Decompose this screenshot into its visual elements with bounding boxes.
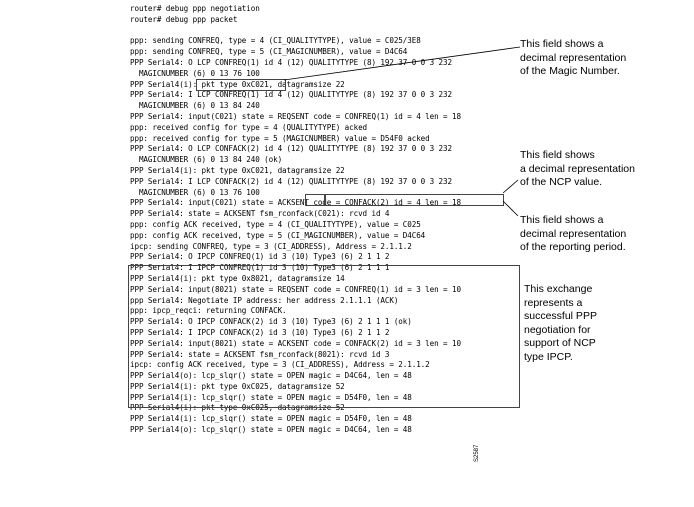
ncp-value-leader	[503, 180, 518, 193]
code-line: ppp: received config for type = 5 (MAGICNUMBER) value = D54F0 acked	[130, 133, 430, 143]
code-line: PPP Serial4: input(8021) state = ACKSENT code = CONFACK(2) id = 3 len = 10	[130, 338, 461, 348]
magic-number-leader	[284, 47, 520, 80]
code-line: PPP Serial4: O LCP CONFREQ(1) id 4 (12) QUALITYTYPE (8) 192 37 0 0 3 232	[130, 57, 452, 67]
code-line: PPP Serial4: input(8021) state = REQSENT code = CONFREQ(1) id = 3 len = 10	[130, 284, 461, 294]
code-line: PPP Serial4: state = ACKSENT fsm_rconfack(C021): rcvd id 4	[130, 209, 390, 219]
code-line: PPP Serial4(i): pkt type 0xC021, datagramsize 22	[130, 79, 345, 89]
callout-magic-number: This field shows a decimal representation of the Magic Number.	[520, 38, 627, 78]
code-line: PPP Serial4(i): pkt type 0x8021, datagramsize 14	[130, 273, 345, 283]
code-line: PPP Serial4(o): lcp_slqr() state = OPEN magic = D4C64, len = 48	[130, 371, 412, 381]
code-line: ppp: ipcp_reqci: returning CONFACK.	[130, 306, 287, 316]
code-line: ipcp: sending CONFREQ, type = 3 (CI_ADDRESS), Address = 2.1.1.2	[130, 241, 412, 251]
code-line: PPP Serial4: I IPCP CONFACK(2) id 3 (10) Type3 (6) 2 1 1 2	[130, 327, 390, 337]
code-line: ipcp: config ACK received, type = 3 (CI_ADDRESS), Address = 2.1.1.2	[130, 360, 430, 370]
code-line: PPP Serial4: state = ACKSENT fsm_rconfack(8021): rcvd id 3	[130, 349, 390, 359]
code-line: ppp: config ACK received, type = 4 (CI_QUALITYTYPE), value = C025	[130, 219, 421, 229]
code-line: ppp: sending CONFREQ, type = 5 (CI_MAGICNUMBER), value = D4C64	[130, 47, 408, 57]
code-line: PPP Serial4: input(C021) state = ACKSENT code = CONFACK(2) id = 4 len = 18	[130, 198, 461, 208]
code-line: router# debug ppp negotiation	[130, 4, 260, 13]
code-line: MAGICNUMBER (6) 0 13 76 100	[130, 187, 260, 197]
code-line: ppp: config ACK received, type = 5 (CI_MAGICNUMBER), value = D4C64	[130, 230, 426, 240]
code-line: PPP Serial4(i): pkt type 0xC025, datagramsize 52	[130, 403, 345, 413]
code-line: PPP Serial4(i): lcp_slqr() state = OPEN magic = D54F0, len = 48	[130, 414, 412, 424]
code-line: PPP Serial4(i): lcp_slqr() state = OPEN magic = D54F0, len = 48	[130, 392, 412, 402]
code-line: MAGICNUMBER (6) 0 13 76 100	[130, 68, 260, 78]
code-line: PPP Serial4: I LCP CONFACK(2) id 4 (12) QUALITYTYPE (8) 192 37 0 0 3 232	[130, 176, 452, 186]
code-line: PPP Serial4(i): pkt type 0xC025, datagramsize 52	[130, 381, 345, 391]
code-line: PPP Serial4(o): lcp_slqr() state = OPEN magic = D4C64, len = 48	[130, 425, 412, 435]
code-line: PPP Serial4: I LCP CONFREQ(1) id 4 (12) QUALITYTYPE (8) 192 37 0 0 3 232	[130, 90, 452, 100]
callout-ncp-value: This field shows a decimal representation of the NCP value.	[520, 149, 635, 189]
callout-reporting-period: This field shows a decimal representation of the reporting period.	[520, 214, 627, 254]
code-line: PPP Serial4: O LCP CONFACK(2) id 4 (12) QUALITYTYPE (8) 192 37 0 0 3 232	[130, 144, 452, 154]
code-line: MAGICNUMBER (6) 0 13 84 240 (ok)	[130, 155, 283, 165]
code-line: PPP Serial4: O IPCP CONFREQ(1) id 3 (10) Type3 (6) 2 1 1 2	[130, 252, 390, 262]
callout-ipcp-exchange: This exchange represents a successful PPP negotiation for support of NCP type IPCP.	[524, 283, 597, 363]
reporting-period-leader	[503, 201, 518, 216]
code-line: PPP Serial4(i): pkt type 0xC021, datagramsize 22	[130, 165, 345, 175]
code-line: ppp Serial4: Negotiate IP address: her address 2.1.1.1 (ACK)	[130, 295, 399, 305]
code-line: MAGICNUMBER (6) 0 13 84 240	[130, 101, 260, 111]
code-line: PPP Serial4: O IPCP CONFACK(2) id 3 (10) Type3 (6) 2 1 1 1 (ok)	[130, 317, 412, 327]
code-line: router# debug ppp packet	[130, 14, 238, 24]
code-line: PPP Serial4: I IPCP CONFREQ(1) id 3 (10) Type3 (6) 2 1 1 1	[130, 263, 390, 273]
code-line: ppp: received config for type = 4 (QUALITYTYPE) acked	[130, 122, 368, 132]
code-line: PPP Serial4: input(C021) state = REQSENT code = CONFREQ(1) id = 4 len = 18	[130, 111, 461, 121]
code-line: ppp: sending CONFREQ, type = 4 (CI_QUALITYTYPE), value = C025/3E8	[130, 36, 421, 46]
figure-number: S2587	[474, 444, 480, 462]
